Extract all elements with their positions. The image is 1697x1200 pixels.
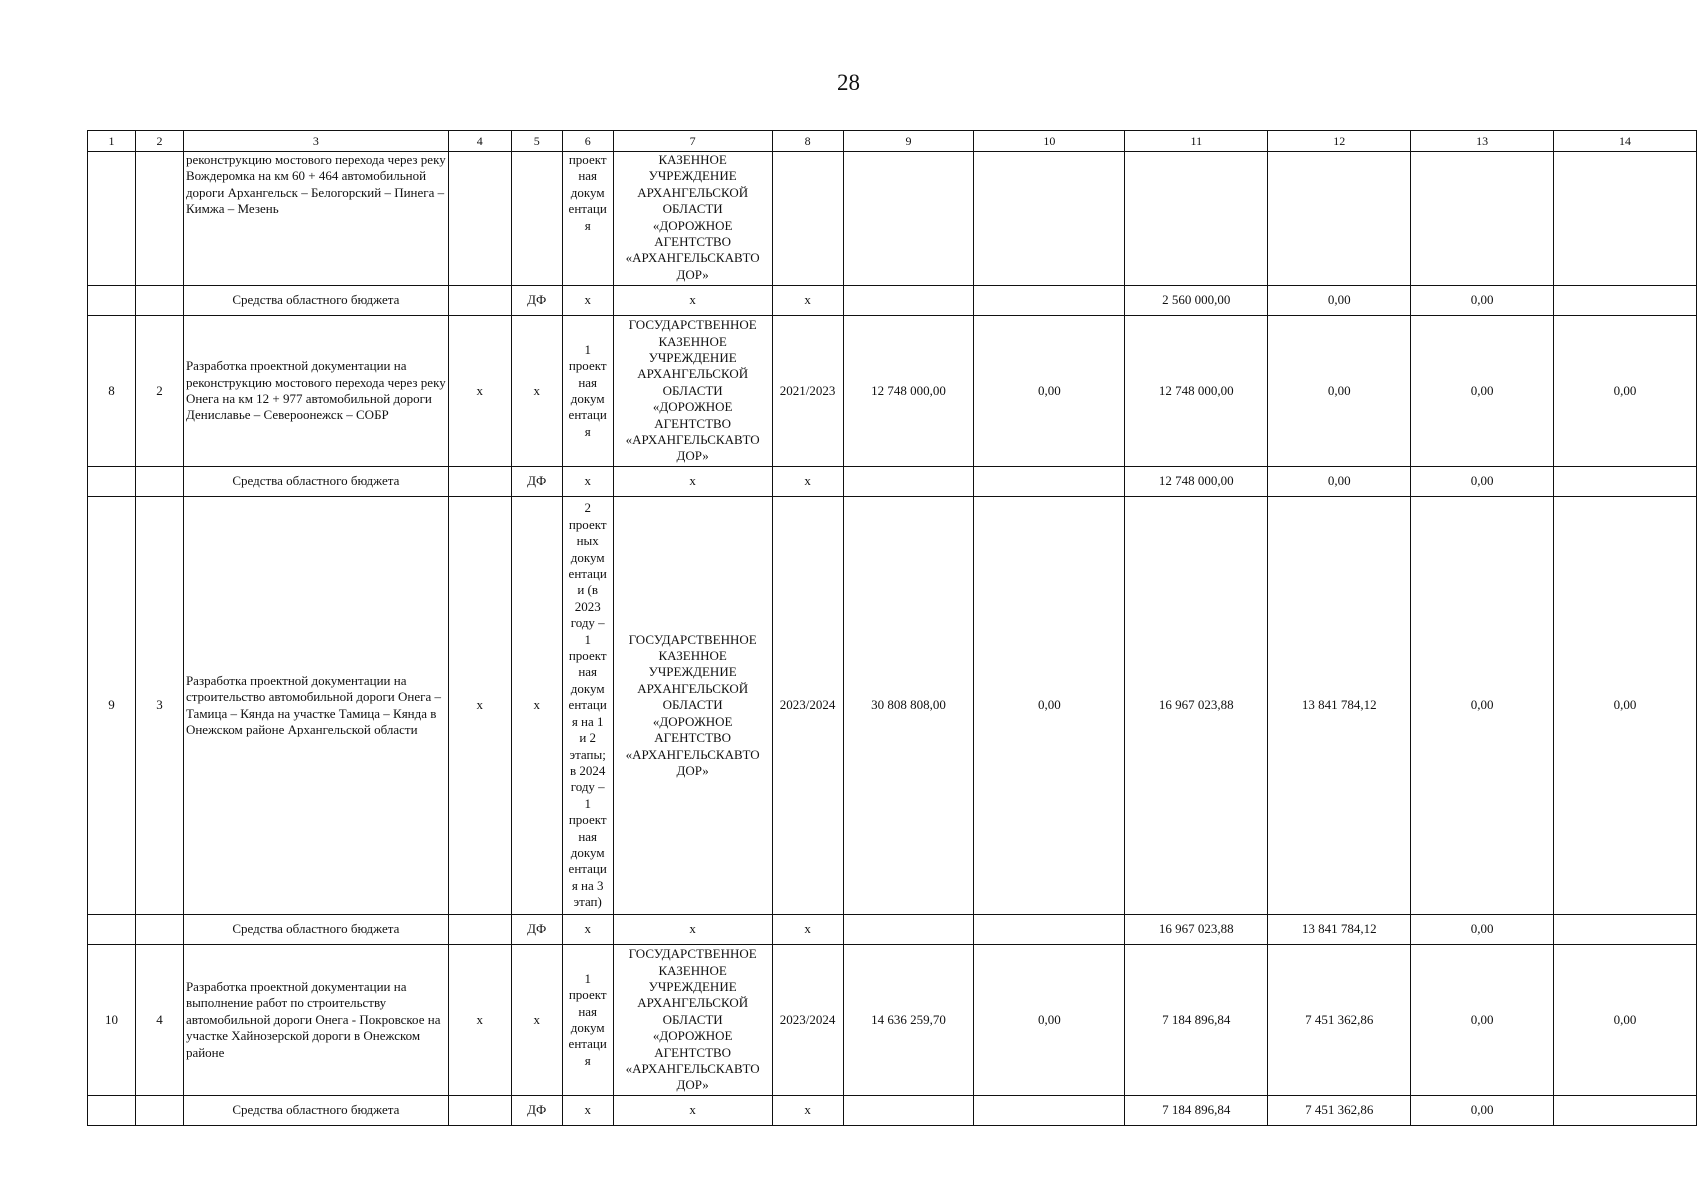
cell-col-2 [135, 1096, 183, 1126]
cell-col-10-text: 0,00 [1038, 1011, 1061, 1027]
cell-col-3-text: Разработка проектной документации на реконструкцию мостового перехода через реку Онега на км 12 + 977 автомобильной дороги Дениславье – Североонежск – СОБР [185, 358, 446, 423]
cell-col-9 [843, 945, 974, 1096]
cell-col-3-text: Средства областного бюджета [232, 921, 400, 937]
cell-col-8 [772, 467, 843, 497]
column-header-5 [511, 131, 562, 152]
column-header-10 [974, 131, 1125, 152]
cell-col-3 [183, 467, 448, 497]
cell-col-5-text: ДФ [527, 473, 547, 489]
cell-col-3-text: Средства областного бюджета [232, 292, 400, 308]
cell-col-13 [1411, 286, 1554, 316]
cell-col-8-text: х [804, 473, 811, 489]
column-header-11 [1125, 131, 1268, 152]
cell-col-4 [448, 915, 511, 945]
column-header-2 [135, 131, 183, 152]
cell-col-5 [511, 286, 562, 316]
cell-col-6 [562, 497, 613, 915]
cell-col-12-text: 7 451 362,86 [1305, 1011, 1374, 1027]
cell-col-2 [135, 152, 183, 286]
cell-col-5-text: х [533, 1011, 540, 1027]
cell-col-2 [135, 316, 183, 467]
cell-col-3 [183, 316, 448, 467]
cell-col-4 [448, 1096, 511, 1126]
cell-col-12 [1268, 152, 1411, 286]
cell-col-4 [448, 945, 511, 1096]
column-header-8 [772, 131, 843, 152]
cell-col-5-text: х [533, 382, 540, 398]
cell-col-11 [1125, 152, 1268, 286]
cell-col-10 [974, 945, 1125, 1096]
cell-col-10-text: 0,00 [1038, 382, 1061, 398]
cell-col-14 [1554, 945, 1697, 1096]
cell-col-6-text: 1 проект ная докум ентаци я [568, 341, 607, 439]
column-header-1 [88, 131, 136, 152]
cell-col-14 [1554, 497, 1697, 915]
cell-col-10 [974, 915, 1125, 945]
cell-col-9 [843, 915, 974, 945]
cell-col-6-text: 1 проект ная докум ентаци я [568, 970, 607, 1068]
column-header-7-text: 7 [689, 134, 696, 148]
cell-col-2 [135, 286, 183, 316]
cell-col-11 [1125, 467, 1268, 497]
cell-col-2 [135, 945, 183, 1096]
column-header-6 [562, 131, 613, 152]
cell-col-13 [1411, 316, 1554, 467]
budget-row [88, 286, 1697, 316]
cell-col-10 [974, 497, 1125, 915]
table-row [88, 152, 1697, 286]
cell-col-5 [511, 467, 562, 497]
cell-col-12 [1268, 316, 1411, 467]
cell-col-13-text: 0,00 [1470, 292, 1494, 308]
column-header-12-text: 12 [1333, 134, 1346, 148]
cell-col-1-text: 8 [108, 382, 115, 398]
cell-col-7 [613, 945, 772, 1096]
cell-col-6 [562, 286, 613, 316]
cell-col-8-text: х [804, 921, 811, 937]
cell-col-13-text: 0,00 [1470, 473, 1494, 489]
cell-col-12 [1268, 915, 1411, 945]
column-header-10-text: 10 [1043, 134, 1056, 148]
column-header-5-text: 5 [533, 134, 540, 148]
budget-row [88, 1096, 1697, 1126]
cell-col-8 [772, 497, 843, 915]
cell-col-3-text: Разработка проектной документации на выполнение работ по строительству автомобильной дороги Онега - Покровское на участке Хайнозерской дороги в Онежском районе [185, 978, 441, 1060]
cell-col-6-text: х [584, 921, 591, 937]
cell-col-7-text: х [689, 473, 696, 489]
cell-col-11-text: 7 184 896,84 [1162, 1011, 1231, 1027]
cell-col-10-text: 0,00 [1038, 697, 1061, 713]
cell-col-6-text: 2 проект ных докум ентаци и (в 2023 году – 1 проект ная докум ентаци я на 1 и 2 этапы; в 2024 году – 1 проект ная докум ентаци я на 3 этап) [568, 500, 607, 910]
cell-col-5 [511, 1096, 562, 1126]
cell-col-12 [1268, 286, 1411, 316]
budget-row [88, 467, 1697, 497]
cell-col-8 [772, 152, 843, 286]
table-row [88, 316, 1697, 467]
cell-col-11 [1125, 286, 1268, 316]
cell-col-12 [1268, 497, 1411, 915]
cell-col-12-text: 13 841 784,12 [1301, 697, 1377, 713]
cell-col-8-text: 2023/2024 [779, 1011, 836, 1027]
cell-col-13 [1411, 467, 1554, 497]
cell-col-3-text: Средства областного бюджета [232, 1102, 400, 1118]
cell-col-6 [562, 316, 613, 467]
cell-col-3 [183, 286, 448, 316]
cell-col-5-text: ДФ [527, 1102, 547, 1118]
cell-col-6-text: х [584, 292, 591, 308]
cell-col-1-text: 9 [108, 697, 115, 713]
cell-col-14 [1554, 467, 1697, 497]
cell-col-2-text: 4 [156, 1011, 163, 1027]
program-table [87, 130, 1697, 1126]
cell-col-7-text: х [689, 1102, 696, 1118]
cell-col-12 [1268, 467, 1411, 497]
cell-col-2 [135, 497, 183, 915]
cell-col-6-text: проект ная докум ентаци я [568, 152, 607, 233]
cell-col-8 [772, 316, 843, 467]
cell-col-9-text: 14 636 259,70 [871, 1011, 946, 1027]
cell-col-7 [613, 152, 772, 286]
cell-col-13 [1411, 915, 1554, 945]
column-header-14-text: 14 [1619, 134, 1632, 148]
table-row [88, 497, 1697, 915]
cell-col-8-text: х [804, 1102, 811, 1118]
cell-col-1 [88, 467, 136, 497]
cell-col-3-text: Средства областного бюджета [232, 473, 400, 489]
cell-col-11-text: 16 967 023,88 [1158, 921, 1234, 937]
cell-col-1 [88, 497, 136, 915]
column-header-14 [1554, 131, 1697, 152]
cell-col-12-text: 0,00 [1327, 382, 1351, 398]
cell-col-4-text: х [476, 1011, 483, 1027]
cell-col-11 [1125, 316, 1268, 467]
table-row [88, 945, 1697, 1096]
cell-col-10 [974, 152, 1125, 286]
page-number: 28 [837, 70, 860, 95]
cell-col-1 [88, 316, 136, 467]
cell-col-12 [1268, 1096, 1411, 1126]
cell-col-9-text: 30 808 808,00 [871, 697, 946, 713]
cell-col-12-text: 13 841 784,12 [1301, 921, 1377, 937]
cell-col-7 [613, 286, 772, 316]
cell-col-3 [183, 945, 448, 1096]
budget-row [88, 915, 1697, 945]
cell-col-7 [613, 467, 772, 497]
cell-col-13 [1411, 1096, 1554, 1126]
cell-col-14-text: 0,00 [1613, 1011, 1637, 1027]
cell-col-12-text: 0,00 [1327, 473, 1351, 489]
column-header-13-text: 13 [1476, 134, 1489, 148]
cell-col-8-text: х [804, 292, 811, 308]
column-header-3 [183, 131, 448, 152]
cell-col-13 [1411, 497, 1554, 915]
cell-col-1-text: 10 [104, 1011, 118, 1027]
cell-col-10 [974, 316, 1125, 467]
cell-col-7-text: ГОСУДАРСТВЕННОЕ КАЗЕННОЕ УЧРЕЖДЕНИЕ АРХАНГЕЛЬСКОЙ ОБЛАСТИ «ДОРОЖНОЕ АГЕНТСТВО «АРХАНГЕЛЬСКАВТО ДОР» [625, 946, 760, 1093]
cell-col-10 [974, 467, 1125, 497]
cell-col-11-text: 16 967 023,88 [1158, 697, 1234, 713]
cell-col-5 [511, 152, 562, 286]
cell-col-13 [1411, 945, 1554, 1096]
column-header-12 [1268, 131, 1411, 152]
column-header-7 [613, 131, 772, 152]
cell-col-6-text: х [584, 1102, 591, 1118]
cell-col-14 [1554, 286, 1697, 316]
cell-col-5 [511, 497, 562, 915]
cell-col-7 [613, 915, 772, 945]
cell-col-1 [88, 945, 136, 1096]
cell-col-3 [183, 915, 448, 945]
cell-col-3 [183, 497, 448, 915]
cell-col-10 [974, 1096, 1125, 1126]
cell-col-11 [1125, 497, 1268, 915]
cell-col-8 [772, 286, 843, 316]
cell-col-1 [88, 915, 136, 945]
cell-col-13-text: 0,00 [1470, 697, 1494, 713]
column-header-9-text: 9 [905, 134, 912, 148]
column-header-4-text: 4 [476, 134, 483, 148]
cell-col-13-text: 0,00 [1470, 1102, 1494, 1118]
cell-col-7 [613, 497, 772, 915]
cell-col-9 [843, 1096, 974, 1126]
cell-col-5-text: х [533, 697, 540, 713]
cell-col-9 [843, 497, 974, 915]
cell-col-13-text: 0,00 [1470, 1011, 1494, 1027]
cell-col-9 [843, 467, 974, 497]
column-header-8-text: 8 [804, 134, 811, 148]
column-header-11-text: 11 [1190, 134, 1203, 148]
column-header-9 [843, 131, 974, 152]
cell-col-9 [843, 152, 974, 286]
cell-col-4-text: х [476, 382, 483, 398]
cell-col-8-text: 2021/2023 [779, 382, 836, 398]
cell-col-7 [613, 1096, 772, 1126]
cell-col-14 [1554, 1096, 1697, 1126]
cell-col-6 [562, 467, 613, 497]
cell-col-8 [772, 945, 843, 1096]
column-header-13 [1411, 131, 1554, 152]
cell-col-9 [843, 286, 974, 316]
cell-col-2 [135, 467, 183, 497]
cell-col-8-text: 2023/2024 [779, 697, 836, 713]
cell-col-6 [562, 152, 613, 286]
cell-col-6-text: х [584, 473, 591, 489]
cell-col-4-text: х [476, 697, 483, 713]
cell-col-3-text: реконструкцию мостового перехода через реку Вождеромка на км 60 + 464 автомобильной дороги Архангельск – Белогорский – Пинега – Кимжа – Мезень [185, 152, 446, 217]
cell-col-11-text: 2 560 000,00 [1162, 292, 1231, 308]
cell-col-9-text: 12 748 000,00 [871, 382, 946, 398]
cell-col-11-text: 12 748 000,00 [1158, 473, 1234, 489]
cell-col-6 [562, 915, 613, 945]
cell-col-6 [562, 945, 613, 1096]
cell-col-3-text: Разработка проектной документации на строительство автомобильной дороги Онега – Тамица – Кянда на участке Тамица – Кянда в Онежском районе Архангельской области [185, 672, 441, 737]
cell-col-11-text: 12 748 000,00 [1158, 382, 1234, 398]
cell-col-14-text: 0,00 [1613, 382, 1637, 398]
cell-col-5 [511, 316, 562, 467]
cell-col-7-text: ГОСУДАРСТВЕННОЕ КАЗЕННОЕ УЧРЕЖДЕНИЕ АРХАНГЕЛЬСКОЙ ОБЛАСТИ «ДОРОЖНОЕ АГЕНТСТВО «АРХАНГЕЛЬСКАВТО ДОР» [625, 631, 760, 778]
column-header-4 [448, 131, 511, 152]
cell-col-6 [562, 1096, 613, 1126]
cell-col-10 [974, 286, 1125, 316]
column-number-row [88, 131, 1697, 152]
cell-col-13 [1411, 152, 1554, 286]
cell-col-7-text: ГОСУДАРСТВЕННОЕ КАЗЕННОЕ УЧРЕЖДЕНИЕ АРХАНГЕЛЬСКОЙ ОБЛАСТИ «ДОРОЖНОЕ АГЕНТСТВО «АРХАНГЕЛЬСКАВТО ДОР» [625, 317, 760, 464]
cell-col-2-text: 2 [156, 382, 163, 398]
cell-col-14 [1554, 915, 1697, 945]
cell-col-14-text: 0,00 [1613, 697, 1637, 713]
column-header-1-text: 1 [108, 134, 115, 148]
cell-col-7-text: КАЗЕННОЕ УЧРЕЖДЕНИЕ АРХАНГЕЛЬСКОЙ ОБЛАСТИ «ДОРОЖНОЕ АГЕНТСТВО «АРХАНГЕЛЬСКАВТО ДОР» [625, 152, 760, 282]
column-header-6-text: 6 [584, 134, 591, 148]
cell-col-13-text: 0,00 [1470, 921, 1494, 937]
cell-col-7-text: х [689, 921, 696, 937]
cell-col-9 [843, 316, 974, 467]
column-header-3-text: 3 [312, 134, 319, 148]
cell-col-12-text: 7 451 362,86 [1305, 1102, 1374, 1118]
cell-col-8 [772, 915, 843, 945]
cell-col-7-text: х [689, 292, 696, 308]
cell-col-14 [1554, 152, 1697, 286]
cell-col-1 [88, 152, 136, 286]
cell-col-5-text: ДФ [527, 292, 547, 308]
cell-col-12-text: 0,00 [1327, 292, 1351, 308]
cell-col-4 [448, 467, 511, 497]
cell-col-5 [511, 945, 562, 1096]
cell-col-13-text: 0,00 [1470, 382, 1494, 398]
cell-col-4 [448, 316, 511, 467]
cell-col-2-text: 3 [156, 697, 163, 713]
cell-col-4 [448, 286, 511, 316]
cell-col-4 [448, 152, 511, 286]
cell-col-11 [1125, 1096, 1268, 1126]
cell-col-14 [1554, 316, 1697, 467]
column-header-2-text: 2 [156, 134, 163, 148]
cell-col-5 [511, 915, 562, 945]
cell-col-7 [613, 316, 772, 467]
cell-col-8 [772, 1096, 843, 1126]
cell-col-2 [135, 915, 183, 945]
cell-col-4 [448, 497, 511, 915]
cell-col-12 [1268, 945, 1411, 1096]
cell-col-3 [183, 1096, 448, 1126]
cell-col-1 [88, 286, 136, 316]
cell-col-11-text: 7 184 896,84 [1162, 1102, 1231, 1118]
cell-col-5-text: ДФ [527, 921, 547, 937]
cell-col-11 [1125, 915, 1268, 945]
cell-col-1 [88, 1096, 136, 1126]
cell-col-11 [1125, 945, 1268, 1096]
cell-col-3 [183, 152, 448, 286]
